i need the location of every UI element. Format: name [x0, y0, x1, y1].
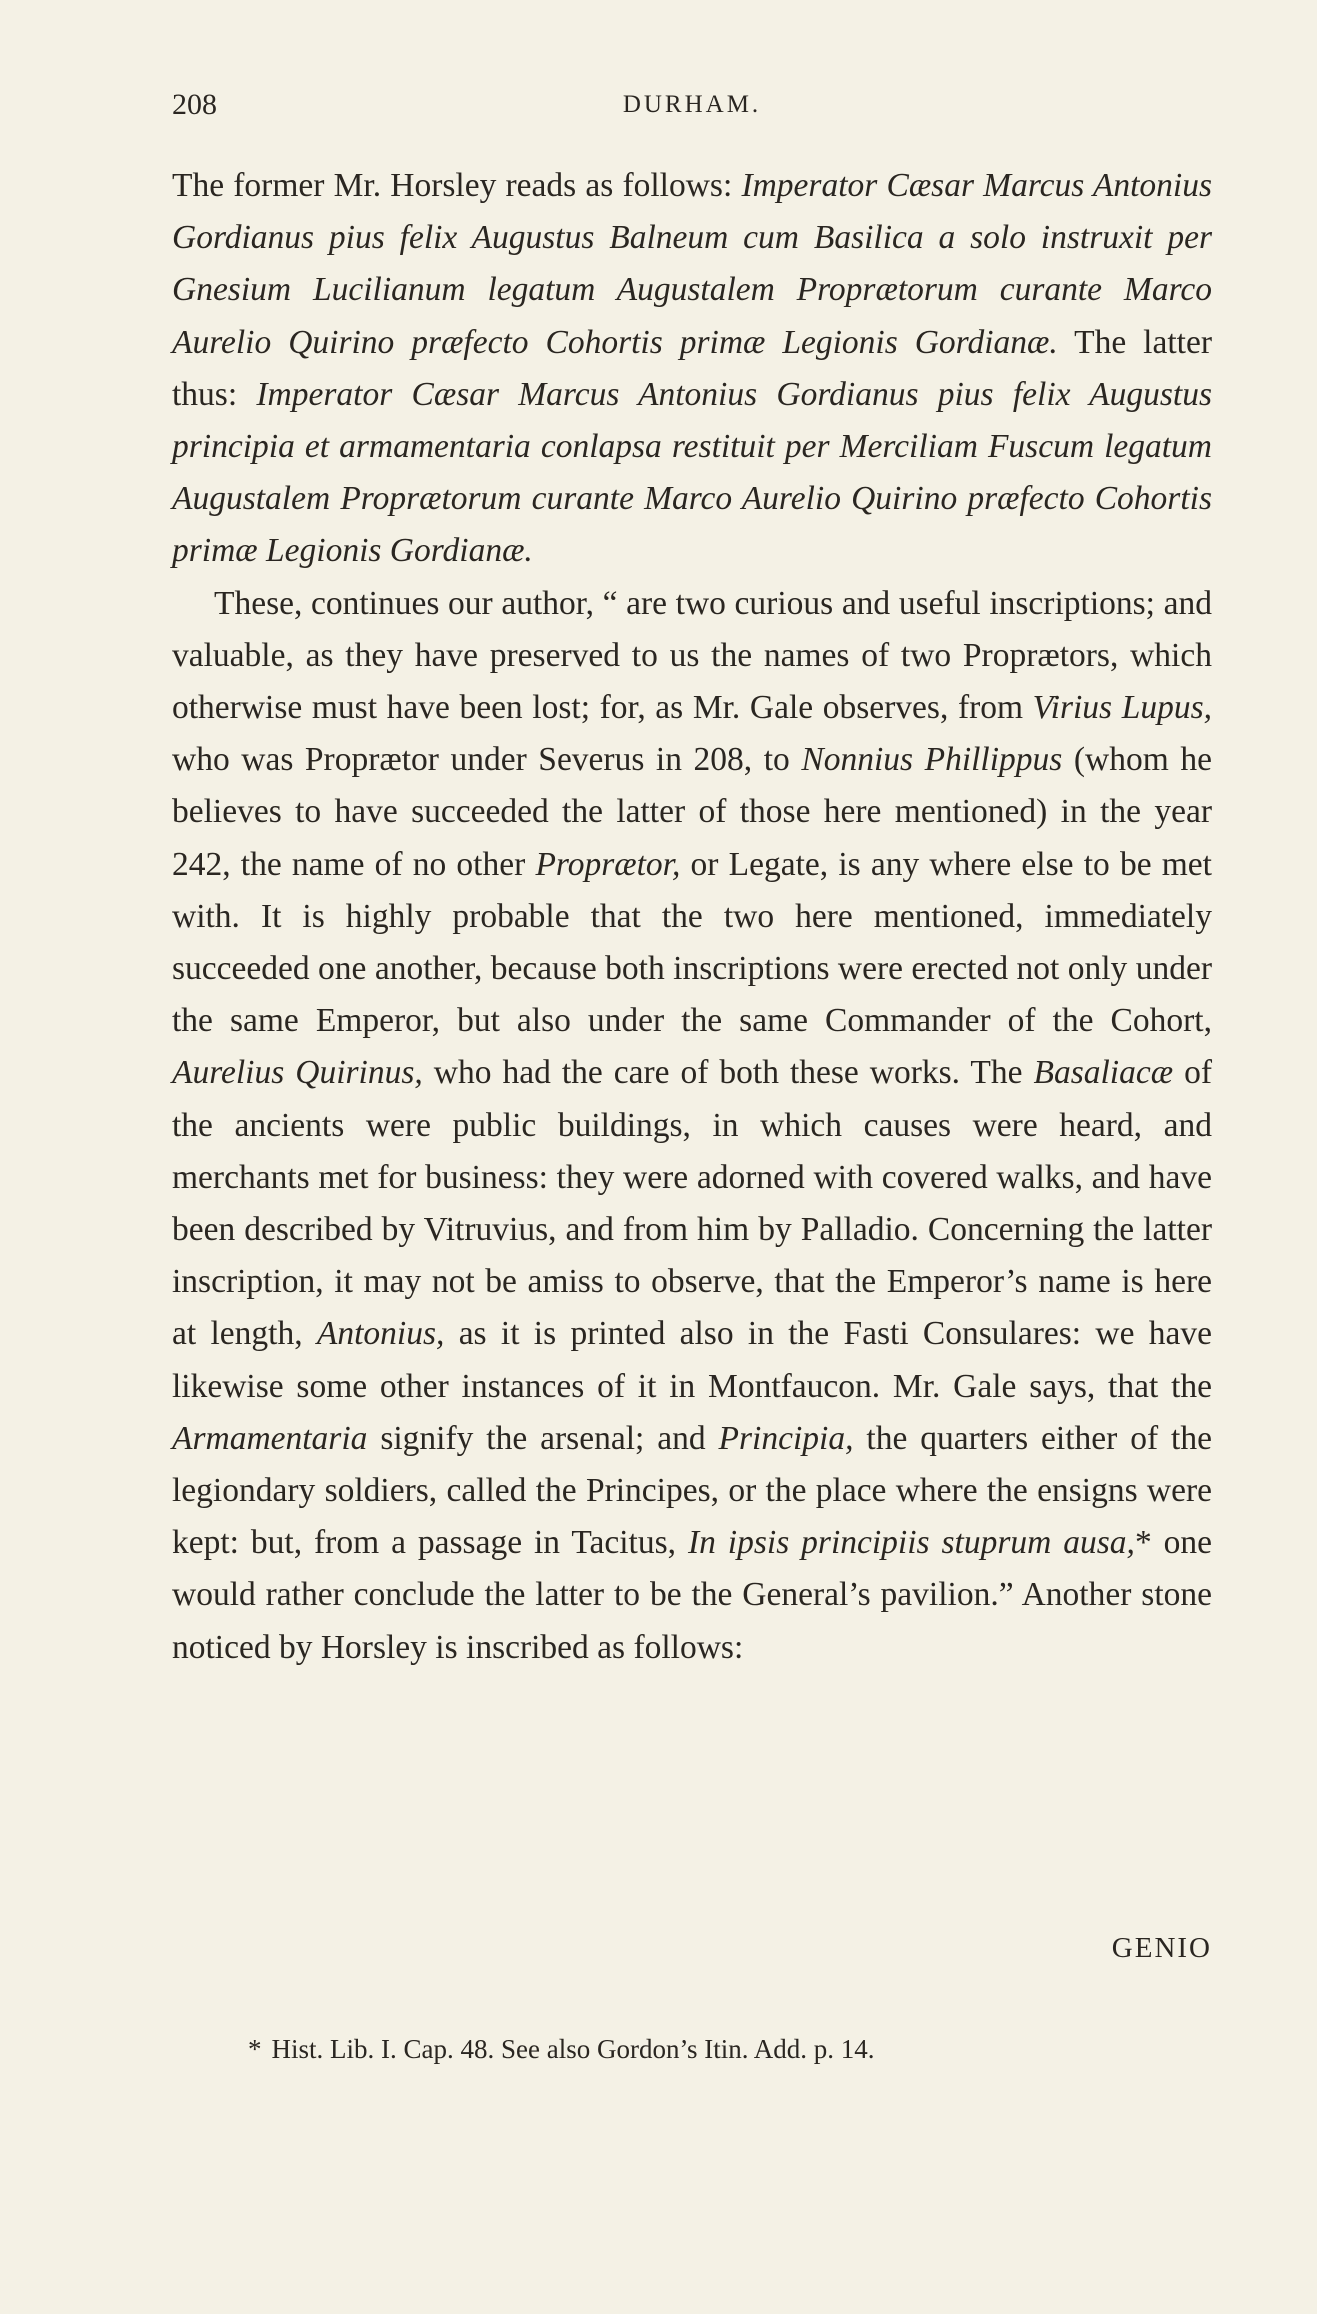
- paragraph-inscriptions: [172, 160, 1212, 578]
- italic-term: Armamentaria: [172, 1419, 368, 1457]
- italic-quote: In ipsis principiis stuprum ausa,: [687, 1524, 1135, 1562]
- italic-term: Principia,: [718, 1419, 854, 1457]
- footnote-marker: *: [248, 2034, 262, 2064]
- text-segment: the quarters either of the legiondary soldiers, called the Principes, or the place where the ensigns were kept: but, from a passage in Tacitus,: [172, 1419, 1212, 1562]
- inscription-latin: Imperator Cæsar Marcus Antonius Gordianus pius felix Augustus principia et armamentaria conlapsa restituit per Merciliam Fuscum legatum Augustalem Proprætorum curante Marco Aurelio Quirino præfecto Cohortis primæ Legionis Gordianæ.: [172, 375, 1212, 570]
- paragraph-commentary: [172, 578, 1212, 1674]
- text-segment: (whom he believes to have succeeded the latter of those here mentioned) in the year 242, the name of no other: [172, 741, 1212, 883]
- text-segment: who was Proprætor under Severus in 208, to: [172, 741, 802, 779]
- italic-name: Nonnius Phillippus: [801, 741, 1063, 779]
- italic-name: Virius Lupus,: [1032, 689, 1212, 727]
- text-segment: * one would rather conclude the latter to be the General’s pavilion.” Another stone noticed by Horsley is inscribed as follows:: [172, 1524, 1212, 1666]
- running-title: DURHAM.: [622, 91, 762, 118]
- italic-name: Antonius,: [316, 1315, 445, 1353]
- italic-name: Aurelius Quirinus,: [172, 1054, 423, 1092]
- text-segment: The latter thus:: [172, 323, 1212, 413]
- text-segment: signify the arsenal; and: [367, 1419, 719, 1457]
- body-text: [172, 160, 1212, 1674]
- text-segment: as it is printed also in the Fasti Consulares: we have likewise some other instances of it in Montfaucon. Mr. Gale says, that the: [172, 1315, 1212, 1405]
- footnote-text: Hist. Lib. I. Cap. 48. See also Gordon’s Itin. Add. p. 14.: [271, 2034, 875, 2064]
- text-segment: of the ancients were public buildings, in which causes were heard, and merchants met for business: they were adorned with covered walks, and have been described by Vitruvius, and from him by Palladio. Concerning the latter inscription, it may not be amiss to observe, that the Emperor’s name is here at length,: [172, 1054, 1212, 1353]
- text-segment: The former Mr. Horsley reads as follows:: [172, 167, 742, 204]
- page-number: 208: [172, 88, 217, 121]
- catchword: GENIO: [1111, 1932, 1212, 1964]
- text-segment: These, continues our author, “ are two curious and useful inscriptions; and valuable, as they have preserved to us the names of two Proprætors, which otherwise must have been lost; for, as Mr. Gale observes, from: [172, 584, 1212, 727]
- inscription-latin: Imperator Cæsar Marcus Antonius Gordianus pius felix Augustus Balneum cum Basilica a solo instruxit per Gnesium Lucilianum legatum Augustalem Proprætorum curante Marco Aurelio Quirino præfecto Cohortis primæ Legionis Gordianæ.: [172, 167, 1212, 361]
- italic-term: Proprætor,: [535, 845, 681, 883]
- text-segment: who had the care of both these works. The: [422, 1054, 1034, 1092]
- footnote: [248, 2034, 1208, 2065]
- italic-term: Basaliacæ: [1033, 1054, 1174, 1092]
- page-header: [172, 88, 1212, 128]
- text-segment: or Legate, is any where else to be met with. It is highly probable that the two here mentioned, immediately succeeded one another, because both inscriptions were erected not only under the same Emperor, but also under the same Commander of the Cohort,: [172, 845, 1212, 1040]
